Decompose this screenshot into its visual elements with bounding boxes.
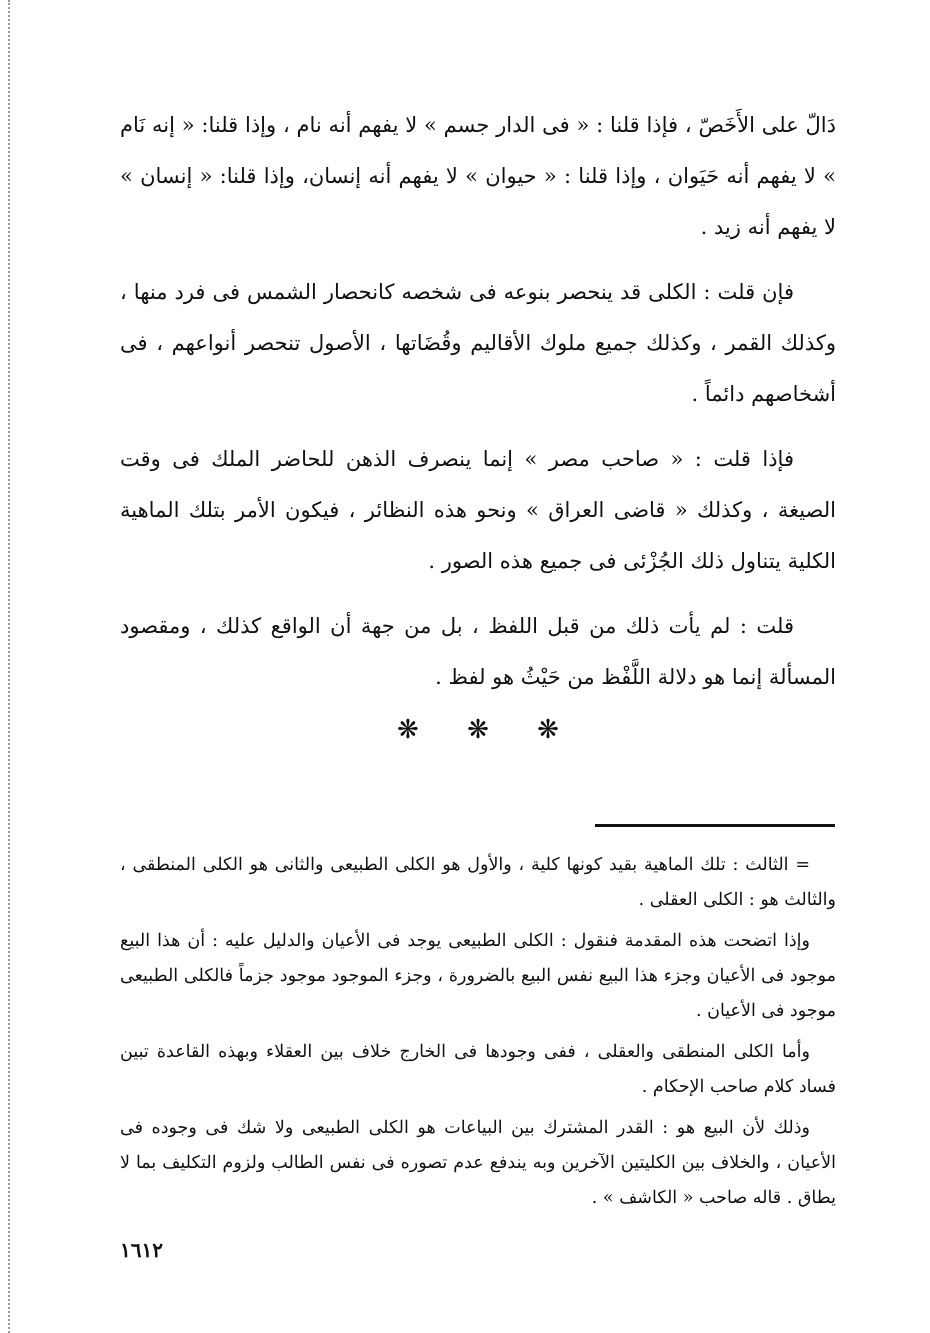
footnotes	[120, 848, 836, 1222]
scan-margin-line	[8, 0, 10, 1333]
footnote-3: وأما الكلى المنطقى والعقلى ، ففى وجودها فى الخارج خلاف بين العقلاء وبهذه القاعدة تبين فساد كلام صاحب الإحكام .	[120, 1042, 836, 1097]
page-number: ١٦١٢	[120, 1238, 163, 1262]
main-paragraph-2: فإن قلت : الكلى قد ينحصر بنوعه فى شخصه كانحصار الشمس فى فرد منها ، وكذلك القمر ، وكذلك جميع ملوك الأقاليم وقُضَاتها ، الأصول تنحصر أنواعهم ، فى أشخاصهم دائماً .	[120, 280, 836, 406]
asterism-icon: ❋	[537, 715, 559, 745]
main-paragraph-4: قلت : لم يأت ذلك من قبل اللفظ ، بل من جهة أن الواقع كذلك ، ومقصود المسألة إنما هو دلالة اللَّفْظ من حَيْثُ هو لفظ .	[120, 614, 836, 689]
asterism-icon: ❋	[467, 715, 489, 745]
footnote-1: = الثالث : تلك الماهية بقيد كونها كلية ، والأول هو الكلى الطبيعى والثانى هو الكلى المنطقى ، والثالث هو : الكلى العقلى .	[120, 855, 836, 910]
main-paragraph-1: دَالّ على الأَخَصّ ، فإذا قلنا : « فى الدار جسم » لا يفهم أنه نام ، وإذا قلنا: « إنه نَام » لا يفهم أنه حَيَوان ، وإذا قلنا : « حيوان » لا يفهم أنه إنسان، وإذا قلنا: « إنسان » لا يفهم أنه زيد .	[120, 113, 836, 239]
book-page	[120, 100, 836, 1262]
section-divider	[120, 715, 836, 745]
footnote-separator	[595, 824, 835, 827]
main-paragraph-3: فإذا قلت : « صاحب مصر » إنما ينصرف الذهن للحاضر الملك فى وقت الصيغة ، وكذلك « قاضى العراق » ونحو هذه النظائر ، فيكون الأمر بتلك الماهية الكلية يتناول ذلك الجُزْئى فى جميع هذه الصور .	[120, 447, 836, 573]
asterism-icon: ❋	[397, 715, 419, 745]
footnote-2: وإذا اتضحت هذه المقدمة فنقول : الكلى الطبيعى يوجد فى الأعيان والدليل عليه : أن هذا البيع موجود فى الأعيان وجزء هذا البيع نفس البيع بالضرورة ، وجزء الموجود موجود جزماً فالكلى الطبيعى موجود فى الأعيان .	[120, 931, 836, 1021]
footnote-4: وذلك لأن البيع هو : القدر المشترك بين البياعات هو الكلى الطبيعى ولا شك فى وجوده فى الأعيان ، والخلاف بين الكليتين الآخرين وبه يندفع عدم تصوره فى نفس الطالب ولزوم التكليف بما لا يطاق . قاله صاحب « الكاشف » .	[120, 1118, 836, 1208]
